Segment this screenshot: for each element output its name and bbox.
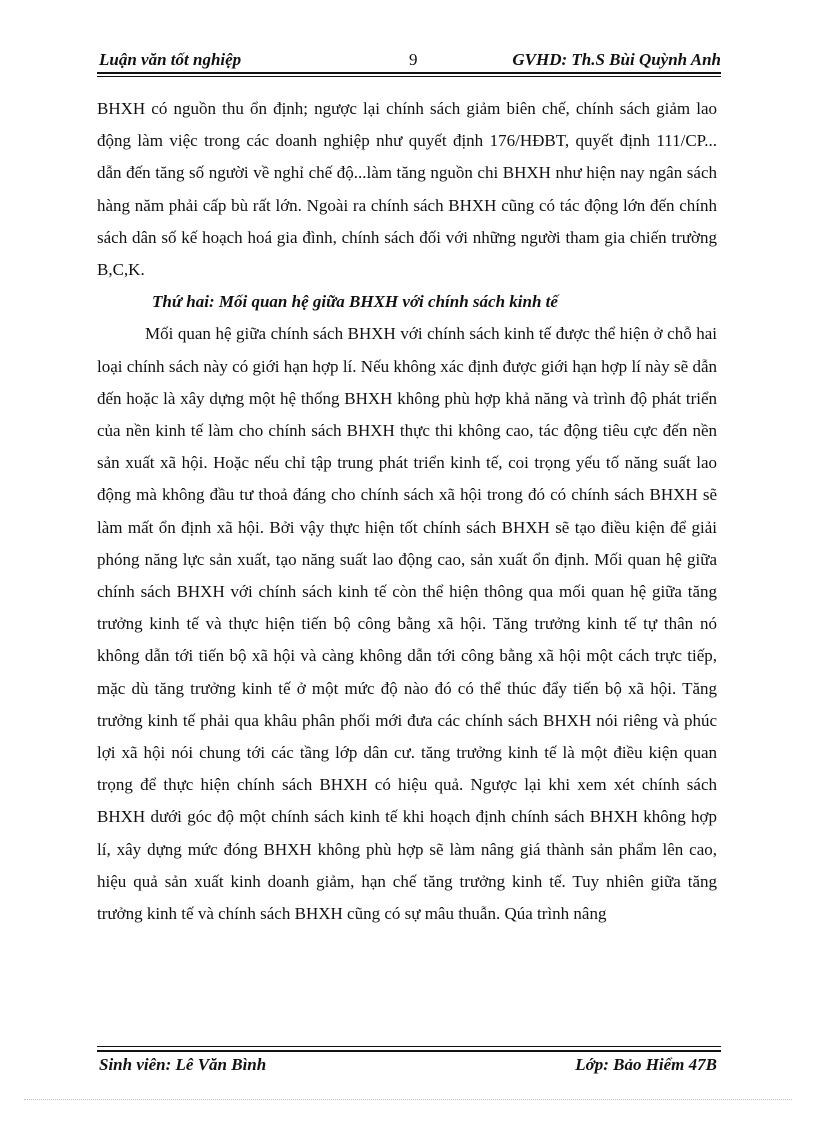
header-rule-thin [97, 76, 721, 77]
footer-rule-thick [97, 1050, 721, 1052]
page-header [97, 50, 719, 72]
student-name: Sinh viên: Lê Văn Bình [99, 1055, 267, 1074]
paragraph-1: BHXH có nguồn thu ổn định; ngược lại chính sách giảm biên chế, chính sách giảm lao động làm việc trong các doanh nghiệp như quyết định 176/HĐBT, quyết định 111/CP... dẫn đến tăng số người về nghỉ chế độ...làm tăng nguồn chi BHXH như hiện nay ngân sách hàng năm phải cấp bù rất lớn. Ngoài ra chính sách BHXH cũng có tác động lớn đến chính sách dân số kế hoạch hoá gia đình, chính sách đối với những người tham gia chiến trường B,C,K. [97, 99, 717, 280]
paragraph-2: Mối quan hệ giữa chính sách BHXH với chính sách kinh tế được thể hiện ở chỗ hai loại chính sách này có giới hạn hợp lí. Nếu không xác định được giới hạn hợp lí này sẽ dẫn đến hoặc là xây dựng một hệ thống BHXH không phù hợp khả năng và trình độ phát triển của nền kinh tế làm cho chính sách BHXH thực thi không cao, tác động tiêu cực đến nền sản xuất xã hội. Hoặc nếu chỉ tập trung phát triển kinh tế, coi trọng yếu tố năng suất lao động mà không đầu tư thoả đáng cho chính sách xã hội trong đó có chính sách BHXH sẽ làm mất ổn định xã hội. Bởi vậy thực hiện tốt chính sách BHXH sẽ tạo điều kiện để giải phóng năng lực sản xuất, tạo năng suất lao động cao, sản xuất ổn định. Mối quan hệ giữa chính sách BHXH với chính sách kinh tế còn thể hiện thông qua mối quan hệ giữa tăng trưởng kinh tế và thực hiện tiến bộ công bằng xã hội. Tăng trưởng kinh tế tự thân nó không dẫn tới tiến bộ xã hội và càng không dẫn tới công bằng xã hội một cách trực tiếp, mặc dù tăng trưởng kinh tế ở một mức độ nào đó có thể thúc đẩy tiến bộ xã hội. Tăng trưởng kinh tế phải qua khâu phân phối mới đưa các chính sách BHXH nói riêng và phúc lợi xã hội nói chung tới các tầng lớp dân cư. tăng trưởng kinh tế là một điều kiện quan trọng để thực hiện chính sách BHXH có hiệu quả. Ngược lại khi xem xét chính sách BHXH dưới góc độ một chính sách kinh tế khi hoạch định chính sách BHXH không hợp lí, xây dựng mức đóng BHXH không phù hợp sẽ làm nâng giá thành sản phẩm lên cao, hiệu quả sản xuất kinh doanh giảm, hạn chế tăng trưởng kinh tế. Tuy nhiên giữa tăng trưởng kinh tế và chính sách BHXH cũng có sự mâu thuẫn. Qúa trình nâng [97, 324, 717, 924]
page-footer [97, 1055, 719, 1077]
page-edge-dotted-line [24, 1099, 792, 1100]
page-number: 9 [409, 50, 418, 69]
section-heading: Thứ hai: Mối quan hệ giữa BHXH với chính sách kinh tế [152, 292, 558, 312]
page-body [97, 93, 717, 930]
supervisor-name: GVHD: Th.S Bùi Quỳnh Anh [512, 50, 721, 69]
class-name: Lớp: Bảo Hiểm 47B [575, 1055, 717, 1074]
header-rule-thick [97, 72, 721, 74]
footer-rule-thin [97, 1046, 721, 1047]
thesis-title: Luận văn tốt nghiệp [99, 50, 242, 69]
